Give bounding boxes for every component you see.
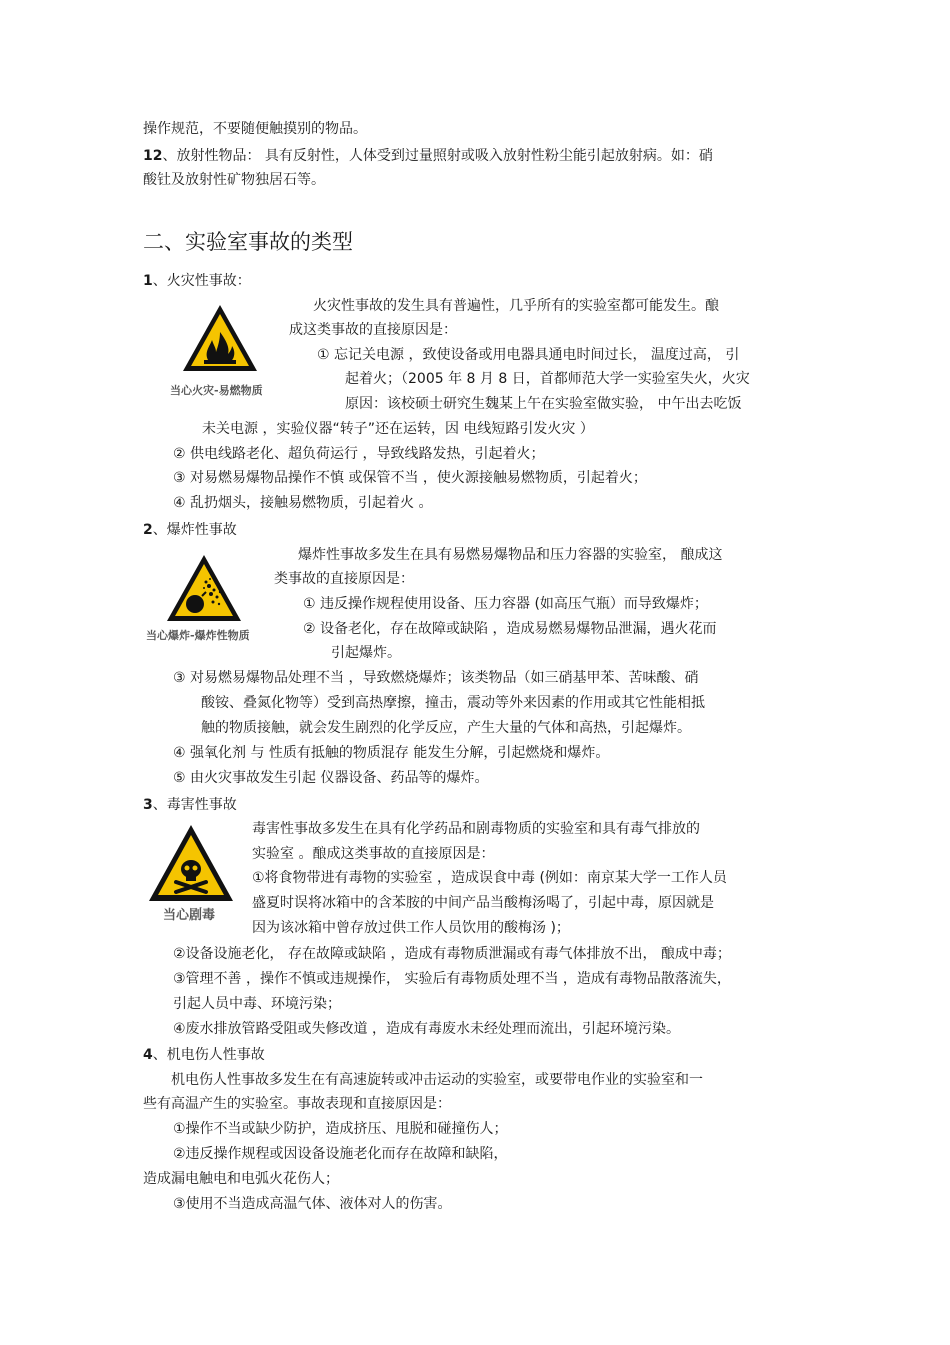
fire-warning-sign-icon xyxy=(180,302,260,374)
item-text: 、放射性物品： 具有反射性，人体受到过量照射或吸入放射性粉尘能引起放射病。如：硝 xyxy=(162,148,713,164)
list-item: ①将食物带进有毒物的实验室 ，造成误食中毒 (例如：南京某大学一工作人员 xyxy=(252,870,727,886)
text-line: 原因：该校硕士研究生魏某上午在实验室做实验， 中午出去吃饭 xyxy=(345,396,742,412)
explosion-warning-sign-icon xyxy=(164,552,244,624)
text-line: 毒害性事故多发生在具有化学药品和剧毒物质的实验室和具有毒气排放的 xyxy=(252,821,700,837)
text-line: 成这类事故的直接原因是： xyxy=(289,322,457,338)
text-line: 触的物质接触，就会发生剧烈的化学反应，产生大量的气体和高热，引起爆炸。 xyxy=(201,720,691,736)
list-item: ④ 强氧化剂 与 性质有抵触的物质混存 能发生分解，引起燃烧和爆炸。 xyxy=(173,745,610,761)
list-item: ④ 乱扔烟头，接触易燃物质，引起着火 。 xyxy=(173,495,433,511)
list-item: ③ 对易燃易爆物品处理不当 ，导致燃烧爆炸；该类物品（如三硝基甲苯、苦味酸、硝 xyxy=(173,670,699,686)
list-item: ③管理不善 ，操作不慎或违规操作， 实验后有毒物质处理不当 ，造成有毒物品散落流失， xyxy=(173,971,731,987)
text-line: 爆炸性事故多发生在具有易燃易爆物品和压力容器的实验室， 酿成这 xyxy=(298,547,723,563)
list-item: ① 违反操作规程使用设备、压力容器 (如高压气瓶）而导致爆炸； xyxy=(303,596,708,612)
list-item: ①操作不当或缺少防护，造成挤压、甩脱和碰撞伤人； xyxy=(173,1121,508,1137)
sign-caption: 当心剧毒 xyxy=(163,908,216,923)
list-item: ① 忘记关电源 ，致使设备或用电器具通电时间过长， 温度过高， 引 xyxy=(317,347,740,363)
list-item: ② 设备老化，存在故障或缺陷 ，造成易燃易爆物品泄漏，遇火花而 xyxy=(303,621,717,637)
text-line: 火灾性事故的发生具有普遍性，几乎所有的实验室都可能发生。酿 xyxy=(313,298,719,314)
text-line: 引起人员中毒、环境污染； xyxy=(173,996,341,1012)
heading-text: 、毒害性事故 xyxy=(152,797,237,813)
list-item: ④废水排放管路受阻或失修改道 ，造成有毒废水未经处理而流出，引起环境污染。 xyxy=(173,1021,680,1037)
heading-number: 2 xyxy=(143,522,153,538)
heading-number: 3 xyxy=(143,797,153,813)
text-line: 实验室 。酿成这类事故的直接原因是： xyxy=(252,846,495,862)
heading-text: 、火灾性事故： xyxy=(152,273,251,289)
sign-caption: 当心火灾-易燃物质 xyxy=(170,384,263,397)
sign-caption: 当心爆炸-爆炸性物质 xyxy=(146,629,250,642)
text-line: 造成漏电触电和电弧火花伤人； xyxy=(143,1171,339,1187)
list-item: ⑤ 由火灾事故发生引起 仪器设备、药品等的爆炸。 xyxy=(173,770,489,786)
text-line: 类事故的直接原因是： xyxy=(274,571,414,587)
heading-text: 、爆炸性事故 xyxy=(152,522,237,538)
heading-text: 、机电伤人性事故 xyxy=(152,1047,265,1063)
heading-number: 1 xyxy=(143,273,153,289)
explosion-heading xyxy=(143,521,237,539)
text-line: 盛夏时误将冰箱中的含苯胺的中间产品当酸梅汤喝了，引起中毒，原因就是 xyxy=(252,895,714,911)
toxic-heading xyxy=(143,796,237,814)
mech-heading xyxy=(143,1046,265,1064)
list-item: ②违反操作规程或因设备设施老化而存在故障和缺陷， xyxy=(173,1146,508,1162)
item-12-line xyxy=(143,147,713,165)
text-line: 些有高温产生的实验室。事故表现和直接原因是： xyxy=(143,1096,451,1112)
text-line: 引起爆炸。 xyxy=(331,645,401,661)
toxic-warning-sign-icon xyxy=(146,822,236,904)
list-item: ②设备设施老化， 存在故障或缺陷 ，造成有毒物质泄漏或有毒气体排放不出， 酿成中毒； xyxy=(173,946,731,962)
section-title: 二、实验室事故的类型 xyxy=(143,230,353,254)
list-item: ③ 对易燃易爆物品操作不慎 或保管不当 ，使火源接触易燃物质，引起着火； xyxy=(173,470,647,486)
text-line: 未关电源 ，实验仪器“转子”还在运转，因 电线短路引发火灾 ） xyxy=(202,421,594,437)
heading-number: 4 xyxy=(143,1047,153,1063)
list-item: ③使用不当造成高温气体、液体对人的伤害。 xyxy=(173,1196,452,1212)
text-line: 因为该冰箱中曾存放过供工作人员饮用的酸梅汤 )； xyxy=(252,920,570,936)
text-line: 起着火；（2005 年 8 月 8 日，首都师范大学一实验室失火，火灾 xyxy=(345,371,750,387)
list-item: ② 供电线路老化、超负荷运行 ，导致线路发热，引起着火； xyxy=(173,446,545,462)
text-line: 操作规范，不要随便触摸别的物品。 xyxy=(143,121,367,137)
text-line: 酸铵、叠氮化物等）受到高热摩擦，撞击，震动等外来因素的作用或其它性能相抵 xyxy=(201,695,705,711)
text-line: 酸钍及放射性矿物独居石等。 xyxy=(143,172,325,188)
text-line: 机电伤人性事故多发生在有高速旋转或冲击运动的实验室，或要带电作业的实验室和一 xyxy=(171,1072,703,1088)
item-number: 12 xyxy=(143,148,163,164)
fire-heading xyxy=(143,272,251,290)
